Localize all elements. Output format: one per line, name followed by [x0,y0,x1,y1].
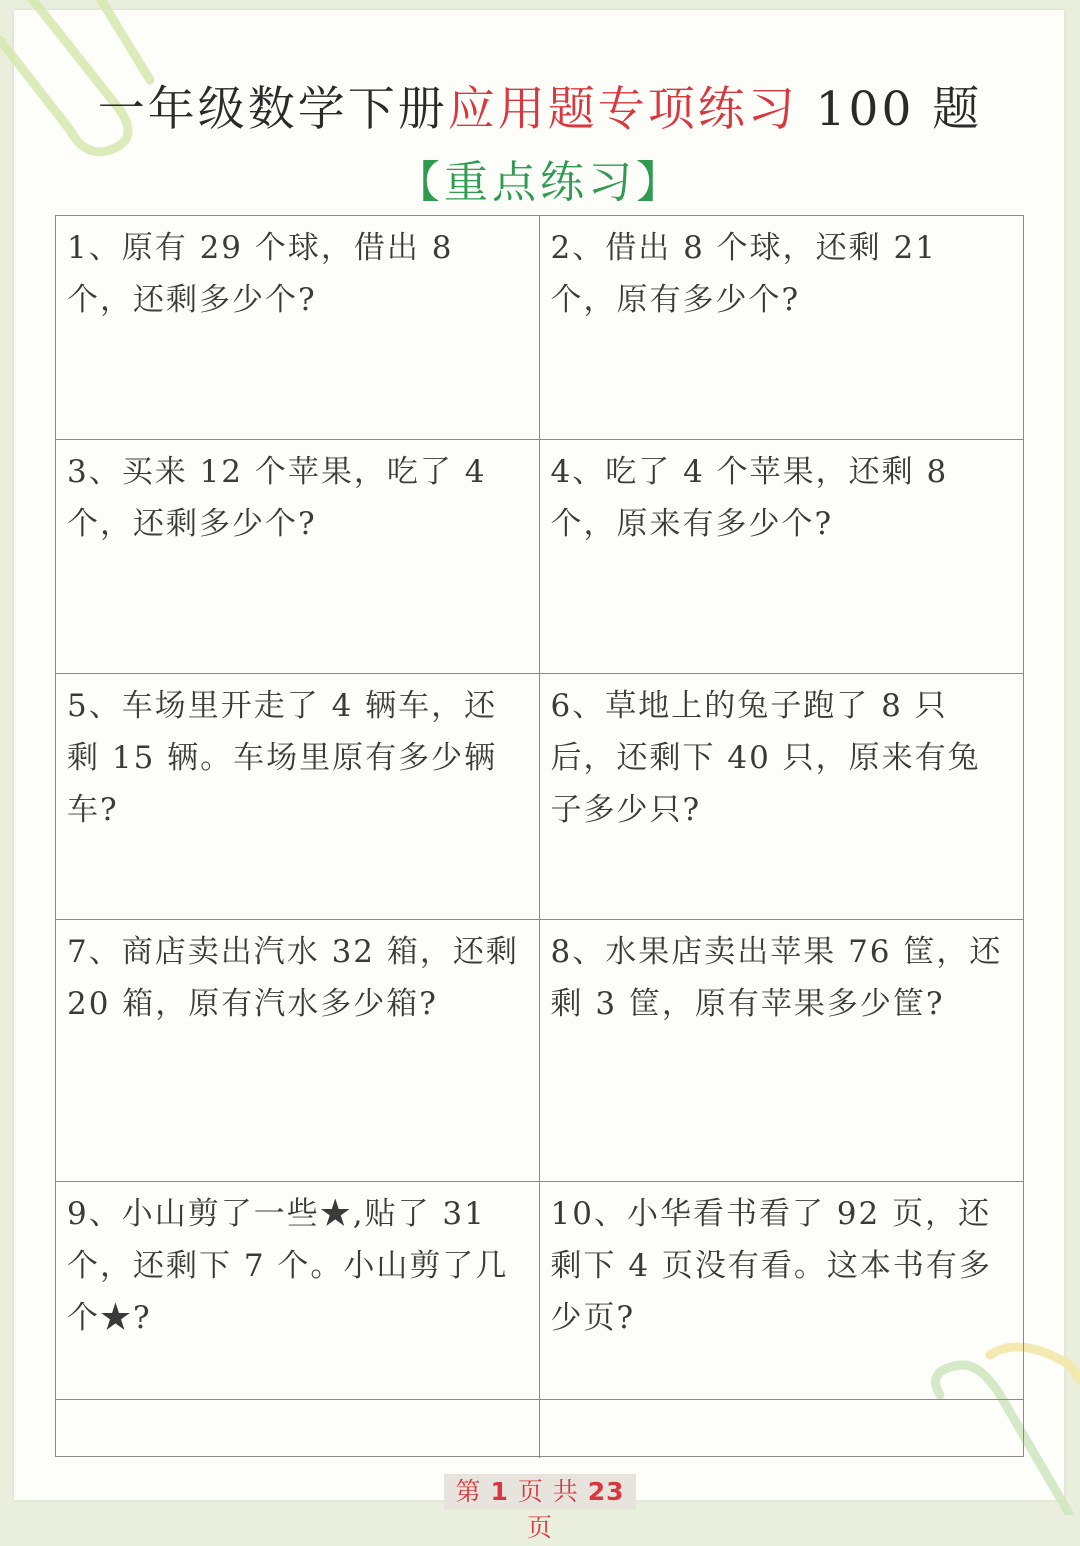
problem-cell-7: 7、商店卖出汽水 32 箱，还剩 20 箱，原有汽水多少箱? [56,920,540,1182]
problem-cell-6: 6、草地上的兔子跑了 8 只后，还剩下 40 只，原来有兔子多少只? [540,674,1024,920]
page-counter-suffix: 页 [526,1513,553,1542]
problem-cell-3: 3、买来 12 个苹果，吃了 4 个，还剩多少个? [56,440,540,674]
empty-answer-cell-right [540,1400,1024,1458]
problem-cell-5: 5、车场里开走了 4 辆车，还剩 15 辆。车场里原有多少辆车? [56,674,540,920]
problem-cell-8: 8、水果店卖出苹果 76 筐，还剩 3 筐，原有苹果多少筐? [540,920,1024,1182]
current-page-number: 1 [490,1477,509,1506]
page-title [0,72,1080,142]
page-counter [444,1474,636,1542]
empty-answer-cell-left [56,1400,540,1458]
page-subtitle: 【重点练习】 [396,157,684,208]
problem-cell-9: 9、小山剪了一些★,贴了 31 个，还剩下 7 个。小山剪了几个★? [56,1182,540,1400]
problem-cell-4: 4、吃了 4 个苹果，还剩 8 个，原来有多少个? [540,440,1024,674]
problem-grid [55,215,1024,1457]
title-suffix: 100 题 [797,82,983,137]
title-highlight: 应用题专项练习 [447,82,798,137]
title-prefix: 一年级数学下册 [97,82,448,137]
page-counter-middle: 页 共 [517,1477,579,1506]
page-counter-prefix: 第 [455,1477,482,1506]
problem-cell-10: 10、小华看书看了 92 页，还剩下 4 页没有看。这本书有多少页? [540,1182,1024,1400]
total-pages-number: 23 [587,1477,625,1506]
problem-cell-2: 2、借出 8 个球，还剩 21 个，原有多少个? [540,216,1024,440]
problem-cell-1: 1、原有 29 个球，借出 8 个，还剩多少个? [56,216,540,440]
